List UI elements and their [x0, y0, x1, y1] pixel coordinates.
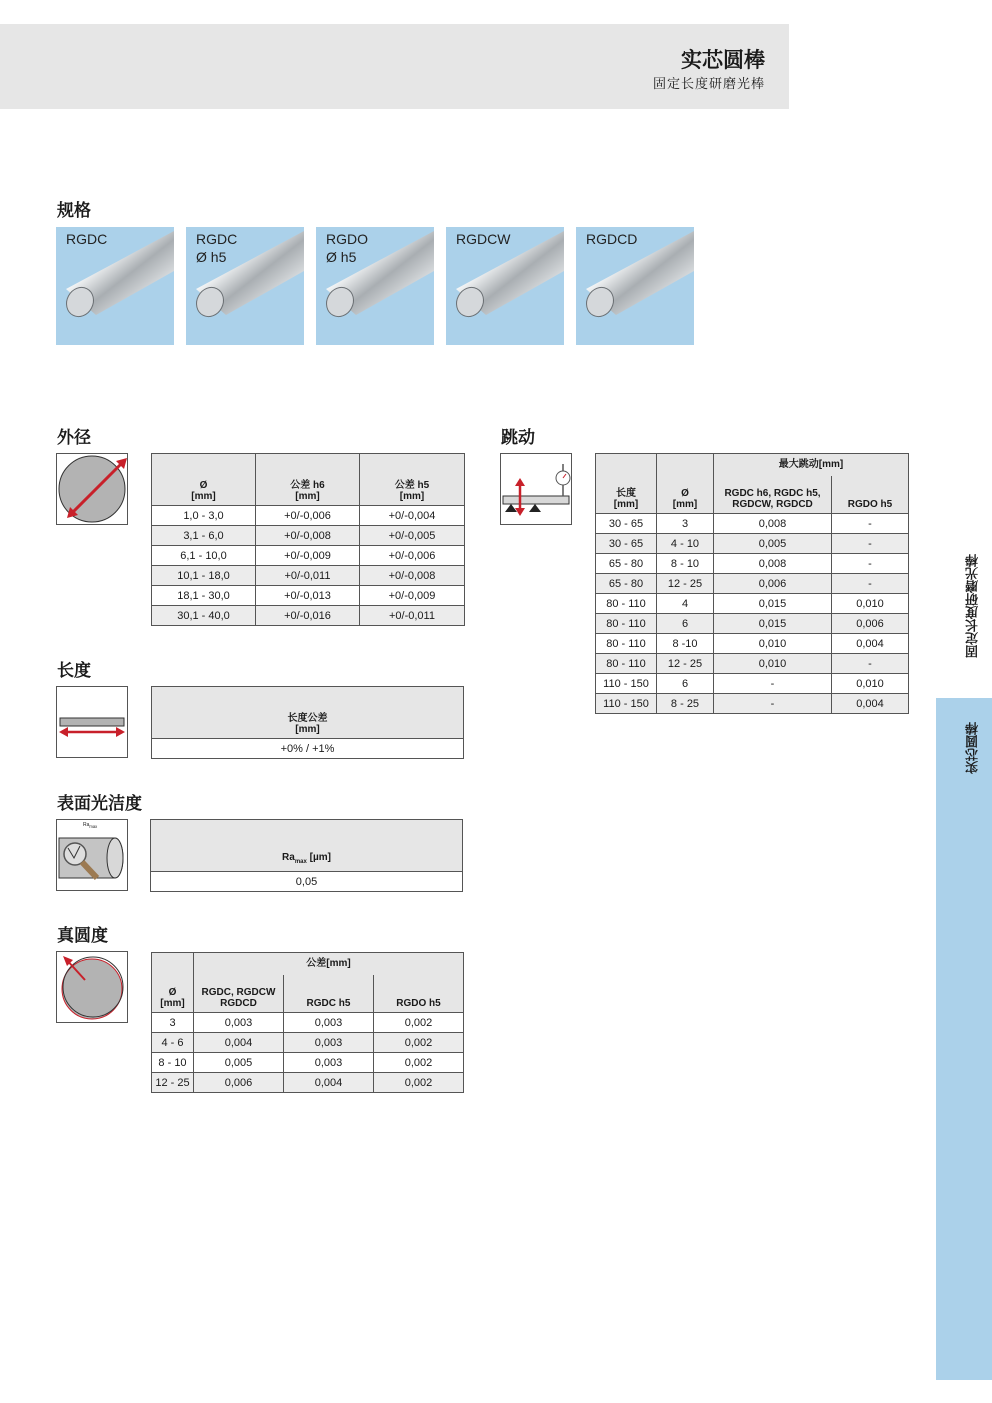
col-header-h6: 公差 h6 [mm]: [256, 454, 360, 506]
table-cell: 3: [657, 514, 714, 534]
product-spec: Ø h5: [326, 249, 357, 265]
table-cell: 6: [657, 674, 714, 694]
page-subtitle: 固定长度研磨光棒: [652, 77, 765, 92]
runout-row: [596, 594, 909, 614]
col-header-diameter: Ø [mm]: [152, 454, 256, 506]
table-cell: +0/-0,016: [256, 606, 360, 626]
table-cell: +0/-0,008: [256, 526, 360, 546]
col-header-runout-diameter: Ø [mm]: [657, 454, 714, 514]
table-cell: 80 - 110: [596, 614, 657, 634]
length-table: [151, 686, 464, 759]
table-cell: 8 -10: [657, 634, 714, 654]
runout-table: [595, 453, 909, 714]
table-cell: 0,002: [374, 1053, 464, 1073]
diameter-table: [151, 453, 465, 626]
table-cell: 8 - 10: [152, 1053, 194, 1073]
roundness-row: [152, 1073, 464, 1093]
table-cell: 0,010: [714, 654, 832, 674]
table-cell: 0,005: [194, 1053, 284, 1073]
table-cell: 4: [657, 594, 714, 614]
page-title: 实芯圆棒: [681, 48, 765, 72]
table-cell: 30 - 65: [596, 514, 657, 534]
diameter-row: [152, 526, 465, 546]
ra-value: 0,05: [151, 872, 463, 892]
table-cell: 0,006: [832, 614, 909, 634]
table-cell: +0/-0,011: [256, 566, 360, 586]
table-cell: +0/-0,009: [360, 586, 465, 606]
side-tab-solid-rods[interactable]: [936, 698, 992, 1380]
length-icon: [56, 686, 128, 758]
table-cell: 0,008: [714, 554, 832, 574]
col-header-roundness-diameter: Ø [mm]: [152, 953, 194, 1013]
product-name: RGDC: [66, 231, 108, 247]
runout-row: [596, 554, 909, 574]
table-cell: 12 - 25: [657, 574, 714, 594]
product-tile: [56, 227, 174, 345]
diameter-icon: [56, 453, 128, 525]
table-cell: -: [832, 534, 909, 554]
table-cell: 0,006: [194, 1073, 284, 1093]
table-cell: 0,015: [714, 594, 832, 614]
table-cell: 65 - 80: [596, 554, 657, 574]
table-cell: 3,1 - 6,0: [152, 526, 256, 546]
table-cell: 0,003: [194, 1013, 284, 1033]
table-cell: 0,015: [714, 614, 832, 634]
table-cell: 0,002: [374, 1033, 464, 1053]
table-cell: 12 - 25: [657, 654, 714, 674]
runout-row: [596, 514, 909, 534]
table-cell: 80 - 110: [596, 654, 657, 674]
table-cell: -: [832, 514, 909, 534]
runout-row: [596, 574, 909, 594]
product-spec: Ø h5: [196, 249, 227, 265]
product-name: RGDC: [196, 231, 238, 247]
table-cell: -: [832, 554, 909, 574]
table-cell: 0,002: [374, 1073, 464, 1093]
roundness-row: [152, 1033, 464, 1053]
product-tile: [576, 227, 694, 345]
product-name: RGDCW: [456, 231, 511, 247]
section-title-roundness: 真圆度: [57, 926, 108, 946]
col-header-rgdo-h5: RGDO h5: [374, 975, 464, 1013]
section-title-runout: 跳动: [501, 428, 535, 448]
product-name: RGDCD: [586, 231, 638, 247]
table-cell: 30,1 - 40,0: [152, 606, 256, 626]
product-tile: [446, 227, 564, 345]
table-cell: 0,010: [832, 674, 909, 694]
table-cell: 0,008: [714, 514, 832, 534]
table-cell: +0/-0,009: [256, 546, 360, 566]
col-header-runout-length: 长度 [mm]: [596, 454, 657, 514]
runout-row: [596, 674, 909, 694]
table-cell: 30 - 65: [596, 534, 657, 554]
product-tile: [186, 227, 304, 345]
runout-row: [596, 634, 909, 654]
col-group-max-runout: 最大跳动[mm]: [714, 454, 909, 476]
table-cell: 0,010: [832, 594, 909, 614]
table-cell: 0,010: [714, 634, 832, 654]
table-cell: 0,002: [374, 1013, 464, 1033]
table-cell: +0/-0,006: [360, 546, 465, 566]
table-cell: 12 - 25: [152, 1073, 194, 1093]
table-cell: 0,004: [832, 694, 909, 714]
table-cell: 0,006: [714, 574, 832, 594]
section-title-surface: 表面光洁度: [57, 794, 142, 814]
table-cell: 80 - 110: [596, 634, 657, 654]
table-cell: +0/-0,004: [360, 506, 465, 526]
table-cell: 0,005: [714, 534, 832, 554]
table-cell: 10,1 - 18,0: [152, 566, 256, 586]
surface-icon-label: $Ra_{max}$: [83, 822, 98, 829]
section-title-spec: 规格: [57, 201, 91, 221]
table-cell: 0,003: [284, 1053, 374, 1073]
side-tab-label: 固定长度研磨光棒: [966, 554, 981, 658]
product-tile: [316, 227, 434, 345]
surface-table: [150, 819, 463, 892]
table-cell: 3: [152, 1013, 194, 1033]
table-cell: 6: [657, 614, 714, 634]
table-cell: 4 - 6: [152, 1033, 194, 1053]
table-cell: 6,1 - 10,0: [152, 546, 256, 566]
surface-finish-icon: [56, 819, 128, 891]
section-title-diameter: 外径: [57, 428, 91, 448]
section-title-length: 长度: [57, 661, 91, 681]
runout-row: [596, 534, 909, 554]
runout-row: [596, 654, 909, 674]
length-tolerance-value: +0% / +1%: [152, 739, 464, 759]
table-cell: 0,004: [194, 1033, 284, 1053]
diameter-row: [152, 506, 465, 526]
roundness-icon: [56, 951, 128, 1023]
table-cell: 4 - 10: [657, 534, 714, 554]
col-header-h5: 公差 h5 [mm]: [360, 454, 465, 506]
col-header-rgdc-group: RGDC h6, RGDC h5, RGDCW, RGDCD: [714, 476, 832, 514]
diameter-row: [152, 606, 465, 626]
table-cell: 0,004: [284, 1073, 374, 1093]
table-cell: 18,1 - 30,0: [152, 586, 256, 606]
table-cell: +0/-0,013: [256, 586, 360, 606]
diameter-row: [152, 586, 465, 606]
col-header-rgdc-h5: RGDC h5: [284, 975, 374, 1013]
col-header-runout-rgdo-h5: RGDO h5: [832, 476, 909, 514]
header-band: [0, 24, 789, 109]
product-name: RGDO: [326, 231, 368, 247]
table-cell: 8 - 25: [657, 694, 714, 714]
roundness-row: [152, 1053, 464, 1073]
diameter-row: [152, 566, 465, 586]
table-cell: 110 - 150: [596, 694, 657, 714]
table-cell: -: [714, 674, 832, 694]
diameter-row: [152, 546, 465, 566]
table-cell: 0,004: [832, 634, 909, 654]
table-cell: -: [832, 654, 909, 674]
table-cell: +0/-0,011: [360, 606, 465, 626]
table-cell: 80 - 110: [596, 594, 657, 614]
table-cell: +0/-0,005: [360, 526, 465, 546]
table-cell: 0,003: [284, 1033, 374, 1053]
col-header-length-tolerance: 长度公差 [mm]: [152, 687, 464, 739]
table-cell: -: [714, 694, 832, 714]
table-cell: 8 - 10: [657, 554, 714, 574]
col-header-rgdc: RGDC, RGDCW RGDCD: [194, 975, 284, 1013]
side-tab-label: 实芯圆棒: [966, 722, 981, 774]
col-group-tolerance: 公差[mm]: [194, 953, 464, 975]
table-cell: +0/-0,008: [360, 566, 465, 586]
table-cell: -: [832, 574, 909, 594]
table-cell: 0,003: [284, 1013, 374, 1033]
runout-row: [596, 614, 909, 634]
side-tab-ground-bars[interactable]: [936, 540, 992, 690]
table-cell: 1,0 - 3,0: [152, 506, 256, 526]
runout-icon: [500, 453, 572, 525]
roundness-row: [152, 1013, 464, 1033]
table-cell: +0/-0,006: [256, 506, 360, 526]
runout-row: [596, 694, 909, 714]
table-cell: 65 - 80: [596, 574, 657, 594]
table-cell: 110 - 150: [596, 674, 657, 694]
roundness-table: [151, 952, 464, 1093]
col-header-ra: $Ra_{max}$ [µm]: [151, 820, 463, 872]
